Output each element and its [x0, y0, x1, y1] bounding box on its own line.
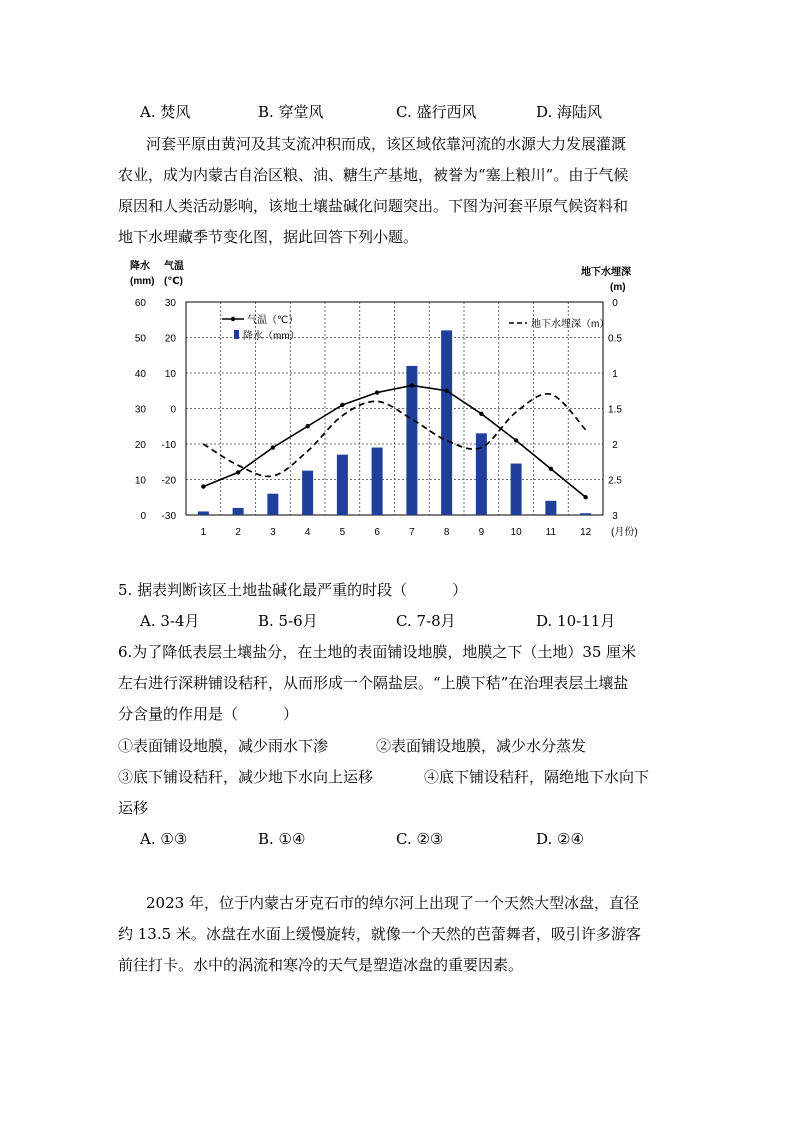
precip-bar — [406, 366, 417, 515]
q4-option-a: A. 焚风 — [140, 103, 191, 121]
passage2-line-2: 约 13.5 米。冰盘在水面上缓慢旋转，就像一个天然的芭蕾舞者，吸引许多游客 — [118, 925, 641, 943]
precip-tick-label: 10 — [134, 475, 146, 487]
precip-bar — [545, 501, 556, 515]
precip-bar — [580, 513, 591, 515]
temp-tick-label: 0 — [170, 404, 176, 416]
passage2-line-1: 2023 年，位于内蒙古牙克石市的绰尔河上出现了一个天然大型冰盘，直径 — [146, 894, 639, 912]
precip-bar — [233, 508, 244, 515]
legend-temp-label: 气温（℃） — [247, 315, 299, 326]
temp-point — [583, 495, 587, 499]
q6-statement-1: ①表面铺设地膜，减少雨水下渗 — [118, 737, 329, 755]
q6-option-a: A. ①③ — [140, 830, 188, 848]
depth-tick-label: 0.5 — [608, 333, 622, 345]
temp-point — [479, 412, 483, 416]
passage1-line-4: 地下水埋藏季节变化图，据此回答下列小题。 — [118, 228, 419, 246]
precip-bar — [337, 455, 348, 515]
month-tick-label: 11 — [545, 527, 557, 538]
q4-option-d: D. 海陆风 — [536, 103, 603, 121]
q5-option-c: C. 7-8月 — [396, 612, 456, 630]
legend-temp-marker — [231, 317, 235, 321]
left-axis-title-temp: 气温 — [164, 261, 184, 272]
month-tick-label: 12 — [580, 527, 592, 538]
precip-bar — [511, 464, 522, 515]
depth-tick-label: 3 — [612, 511, 618, 522]
passage1-line-3: 原因和人类活动影响，该地土壤盐碱化问题突出。下图为河套平原气候资料和 — [118, 197, 629, 215]
precip-tick-label: 0 — [140, 511, 146, 522]
precip-bar — [372, 448, 383, 515]
q5-option-a: A. 3-4月 — [140, 612, 200, 630]
q5-option-d: D. 10-11月 — [536, 612, 616, 630]
month-tick-label: 8 — [443, 527, 450, 538]
temp-tick-label: 10 — [164, 369, 176, 380]
month-tick-label: 9 — [478, 527, 485, 538]
passage1-line-2: 农业，成为内蒙古自治区粮、油、糖生产基地，被誉为“塞上粮川”。由于气候 — [118, 166, 629, 184]
legend-depth-label: 地下水埋深（m） — [531, 319, 610, 330]
month-tick-label: 4 — [304, 527, 311, 538]
q5-option-b: B. 5-6月 — [258, 612, 318, 630]
depth-tick-label: 2.5 — [608, 475, 622, 487]
left-axis-unit-temp: (℃) — [164, 276, 183, 287]
month-tick-label: 6 — [374, 527, 380, 538]
precip-tick-label: 60 — [134, 298, 146, 309]
left-axis-unit-precip: (mm) — [130, 276, 155, 287]
temp-tick-label: 30 — [164, 298, 176, 309]
q6-stem-line-3: 分含量的作用是（ ） — [118, 705, 299, 723]
right-axis-unit: (m) — [610, 282, 626, 293]
depth-tick-label: 1.5 — [608, 404, 622, 416]
month-tick-label: 2 — [235, 527, 241, 538]
q6-stem-line-2: 左右进行深耕铺设秸秆，从而形成一个隔盐层。“上膜下秸”在治理表层土壤盐 — [118, 674, 629, 692]
temp-point — [271, 445, 275, 449]
month-tick-label: 10 — [510, 527, 522, 538]
precip-tick-label: 50 — [134, 333, 146, 345]
precip-tick-label: 30 — [134, 404, 146, 416]
temp-point — [340, 403, 344, 407]
climate-groundwater-chart — [118, 256, 678, 546]
temp-tick-label: 20 — [164, 333, 176, 345]
month-tick-label: 7 — [409, 527, 415, 538]
depth-tick-label: 1 — [612, 369, 618, 380]
passage2-line-3: 前往打卡。水中的涡流和寒冷的天气是塑造冰盘的重要因素。 — [118, 956, 524, 974]
temp-point — [549, 467, 553, 471]
temp-tick-label: -10 — [161, 440, 176, 451]
passage1-line-1: 河套平原由黄河及其支流冲积而成，该区域依靠河流的水源大力发展灌溉 — [146, 135, 627, 153]
month-tick-label: 3 — [270, 527, 276, 538]
temp-tick-label: -30 — [161, 511, 176, 522]
temp-point — [444, 389, 448, 393]
q6-option-b: B. ①④ — [258, 830, 306, 848]
q4-option-c: C. 盛行西风 — [396, 103, 477, 121]
q4-option-b: B. 穿堂风 — [258, 103, 324, 121]
x-axis-unit: (月份) — [611, 527, 638, 538]
temp-point — [514, 438, 518, 442]
temp-point — [305, 424, 309, 428]
precip-bar — [302, 471, 313, 515]
depth-tick-label: 2 — [612, 440, 618, 451]
precip-tick-label: 40 — [134, 369, 146, 380]
temp-point — [410, 383, 414, 387]
precip-bar — [267, 494, 278, 515]
q6-statement-4: ④底下铺设秸秆，隔绝地下水向下 — [424, 768, 650, 786]
q6-stem-line-1: 6.为了降低表层土壤盐分，在土地的表面铺设地膜，地膜之下（土地）35 厘米 — [118, 643, 637, 661]
precip-bar — [476, 433, 487, 515]
temp-tick-label: -20 — [161, 475, 176, 487]
temp-point — [236, 470, 240, 474]
q6-statement-3: ③底下铺设秸秆，减少地下水向上运移 — [118, 768, 374, 786]
precip-bar — [441, 330, 452, 515]
q5-stem: 5. 据表判断该区土地盐碱化最严重的时段（ ） — [118, 581, 468, 599]
precip-bar — [198, 511, 209, 515]
legend-precip-label: 降水（mm） — [243, 331, 300, 342]
temp-point — [201, 484, 205, 488]
legend-precip-swatch — [234, 330, 239, 339]
q6-option-d: D. ②④ — [536, 830, 584, 848]
q6-option-c: C. ②③ — [396, 830, 444, 848]
precip-tick-label: 20 — [134, 440, 146, 451]
q6-statement-4-cont: 运移 — [118, 799, 149, 817]
left-axis-title-precip: 降水 — [130, 261, 150, 272]
right-axis-title: 地下水埋深 — [581, 267, 631, 278]
temp-point — [375, 390, 379, 394]
depth-tick-label: 0 — [612, 298, 618, 309]
q6-statement-2: ②表面铺设地膜，减少水分蒸发 — [376, 737, 587, 755]
month-tick-label: 1 — [200, 527, 207, 538]
month-tick-label: 5 — [339, 527, 346, 538]
